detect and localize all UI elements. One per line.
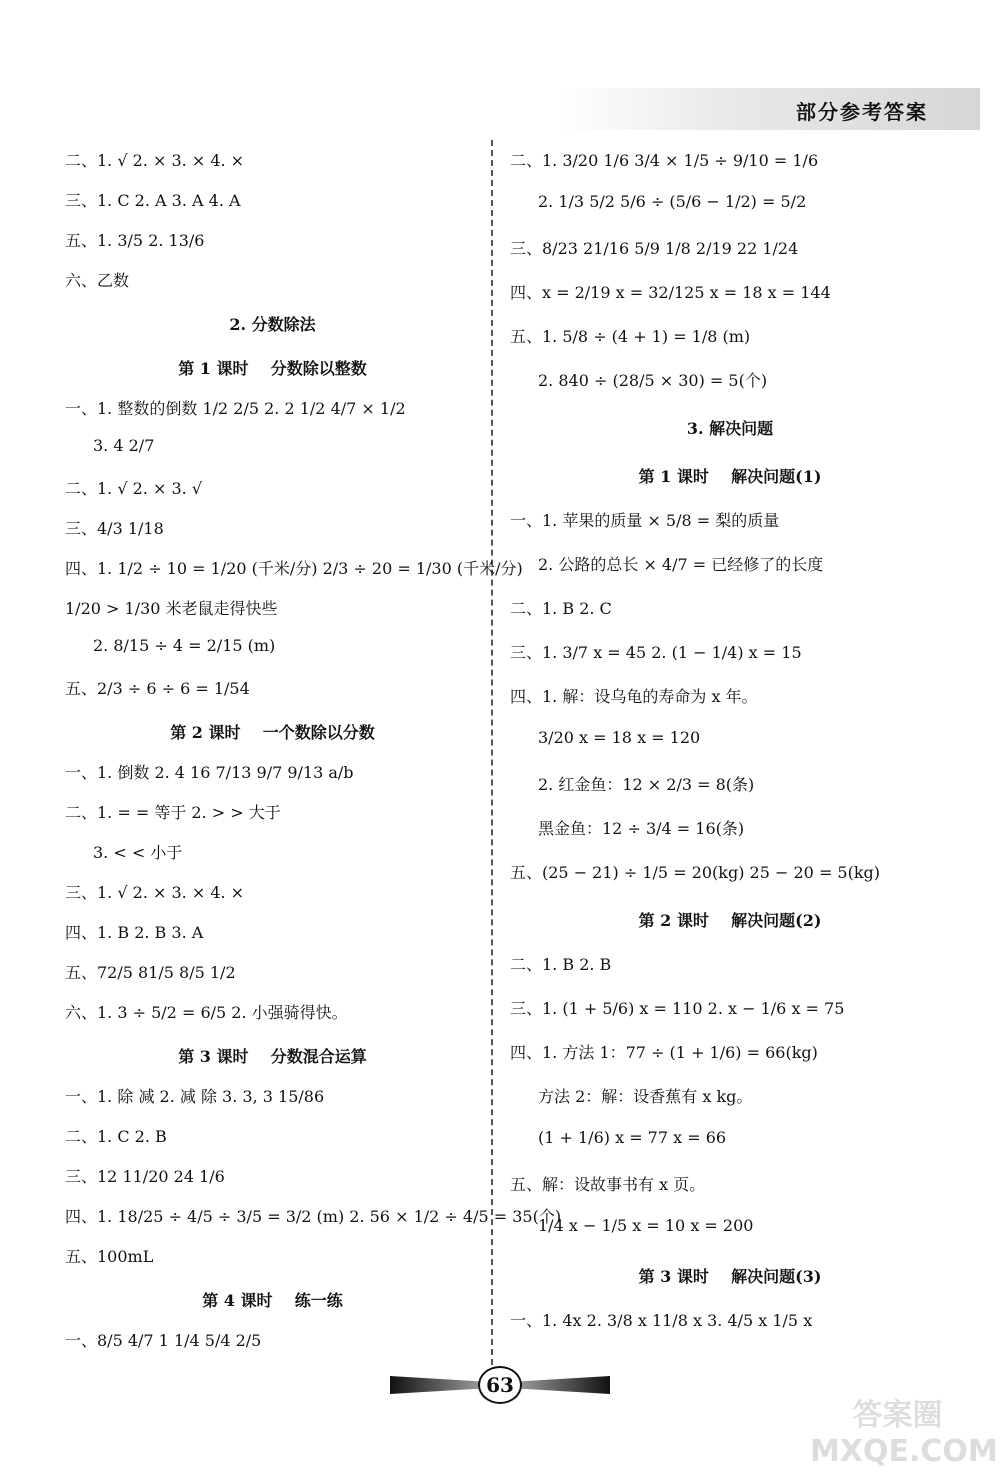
answer-line: 二、1. √ 2. × 3. √ bbox=[65, 479, 203, 498]
answer-line: 一、1. 4x 2. 3/8 x 11/8 x 3. 4/5 x 1/5 x bbox=[510, 1311, 813, 1330]
answer-line: 二、1. = = 等于 2. > > 大于 bbox=[65, 803, 281, 822]
answer-line: 三、4/3 1/18 bbox=[65, 519, 164, 538]
section-title: 第 3 课时 解决问题(3) bbox=[638, 1267, 822, 1286]
answer-line: 一、8/5 4/7 1 1/4 5/4 2/5 bbox=[65, 1331, 262, 1350]
watermark: 答案圈 MXQE.COM bbox=[810, 1398, 998, 1469]
answer-line: 三、1. √ 2. × 3. × 4. × bbox=[65, 883, 245, 902]
answer-line: 五、(25 − 21) ÷ 1/5 = 20(kg) 25 − 20 = 5(kg) bbox=[510, 863, 881, 882]
answer-line: 四、x = 2/19 x = 32/125 x = 18 x = 144 bbox=[510, 283, 831, 302]
answer-line: 六、1. 3 ÷ 5/2 = 6/5 2. 小强骑得快。 bbox=[65, 1003, 348, 1022]
section-title: 第 3 课时 分数混合运算 bbox=[178, 1047, 367, 1066]
answer-line: 2. 8/15 ÷ 4 = 2/15 (m) bbox=[93, 636, 276, 655]
page-number: 63 bbox=[478, 1366, 522, 1404]
section-title: 2. 分数除法 bbox=[229, 315, 316, 334]
section-title: 第 4 课时 练一练 bbox=[202, 1291, 343, 1310]
answer-line: 三、8/23 21/16 5/9 1/8 2/19 22 1/24 bbox=[510, 239, 799, 258]
answer-line: 四、1. 1/2 ÷ 10 = 1/20 (千米/分) 2/3 ÷ 20 = 1/30 (千米/分) bbox=[65, 559, 523, 578]
answer-line: 五、1. 5/8 ÷ (4 + 1) = 1/8 (m) bbox=[510, 327, 751, 346]
answer-line: 三、1. C 2. A 3. A 4. A bbox=[65, 191, 241, 210]
section-title: 第 1 课时 解决问题(1) bbox=[638, 467, 822, 486]
footer-ornament-left bbox=[390, 1376, 480, 1394]
answer-line: 五、100mL bbox=[65, 1247, 154, 1266]
answer-line: 2. 公路的总长 × 4/7 = 已经修了的长度 bbox=[538, 555, 824, 574]
answer-line: 一、1. 苹果的质量 × 5/8 = 梨的质量 bbox=[510, 511, 780, 530]
answer-line: 三、1. 3/7 x = 45 2. (1 − 1/4) x = 15 bbox=[510, 643, 802, 662]
answer-line: 二、1. C 2. B bbox=[65, 1127, 167, 1146]
answer-line: 六、乙数 bbox=[65, 271, 130, 290]
section-title: 第 1 课时 分数除以整数 bbox=[178, 359, 367, 378]
section-title: 第 2 课时 一个数除以分数 bbox=[170, 723, 375, 742]
answer-line: 1/4 x − 1/5 x = 10 x = 200 bbox=[538, 1216, 754, 1235]
answer-line: 方法 2：解：设香蕉有 x kg。 bbox=[538, 1087, 753, 1106]
section-title: 3. 解决问题 bbox=[686, 419, 774, 438]
answer-line: 五、1. 3/5 2. 13/6 bbox=[65, 231, 205, 250]
answer-line: 二、1. B 2. B bbox=[510, 955, 612, 974]
answer-line: 2. 红金鱼：12 × 2/3 = 8(条) bbox=[538, 775, 755, 794]
answer-line: 四、1. B 2. B 3. A bbox=[65, 923, 204, 942]
answer-line: 一、1. 除 减 2. 减 除 3. 3, 3 15/86 bbox=[65, 1087, 325, 1106]
answer-line: 黑金鱼：12 ÷ 3/4 = 16(条) bbox=[538, 819, 745, 838]
answer-line: 二、1. B 2. C bbox=[510, 599, 612, 618]
column-divider bbox=[491, 140, 493, 1365]
answer-line: 五、72/5 81/5 8/5 1/2 bbox=[65, 963, 236, 982]
answer-line: 一、1. 整数的倒数 1/2 2/5 2. 2 1/2 4/7 × 1/2 bbox=[65, 399, 406, 418]
footer-ornament-right bbox=[520, 1376, 610, 1394]
page-header-title: 部分参考答案 bbox=[796, 100, 928, 124]
answer-line: 二、1. 3/20 1/6 3/4 × 1/5 ÷ 9/10 = 1/6 bbox=[510, 151, 819, 170]
section-title: 第 2 课时 解决问题(2) bbox=[638, 911, 822, 930]
answer-line: 3. < < 小于 bbox=[93, 843, 183, 862]
answer-line: 一、1. 倒数 2. 4 16 7/13 9/7 9/13 a/b bbox=[65, 763, 354, 782]
answer-line: 五、2/3 ÷ 6 ÷ 6 = 1/54 bbox=[65, 679, 250, 698]
answer-line: 四、1. 解：设乌龟的寿命为 x 年。 bbox=[510, 687, 758, 706]
answer-line: 1/20 > 1/30 米老鼠走得快些 bbox=[65, 599, 278, 618]
answer-line: 四、1. 方法 1：77 ÷ (1 + 1/6) = 66(kg) bbox=[510, 1043, 818, 1062]
answer-line: 3. 4 2/7 bbox=[93, 436, 155, 455]
answer-line: 2. 840 ÷ (28/5 × 30) = 5(个) bbox=[538, 371, 768, 390]
answer-line: (1 + 1/6) x = 77 x = 66 bbox=[538, 1128, 727, 1147]
answer-line: 二、1. √ 2. × 3. × 4. × bbox=[65, 151, 245, 170]
answer-line: 3/20 x = 18 x = 120 bbox=[538, 728, 701, 747]
answer-line: 三、12 11/20 24 1/6 bbox=[65, 1167, 225, 1186]
answer-line: 五、解：设故事书有 x 页。 bbox=[510, 1175, 706, 1194]
answer-line: 2. 1/3 5/2 5/6 ÷ (5/6 − 1/2) = 5/2 bbox=[538, 192, 807, 211]
answer-line: 四、1. 18/25 ÷ 4/5 ÷ 3/5 = 3/2 (m) 2. 56 × 1/2 ÷ 4/5 = 35(个) bbox=[65, 1207, 562, 1226]
answer-line: 三、1. (1 + 5/6) x = 110 2. x − 1/6 x = 75 bbox=[510, 999, 845, 1018]
